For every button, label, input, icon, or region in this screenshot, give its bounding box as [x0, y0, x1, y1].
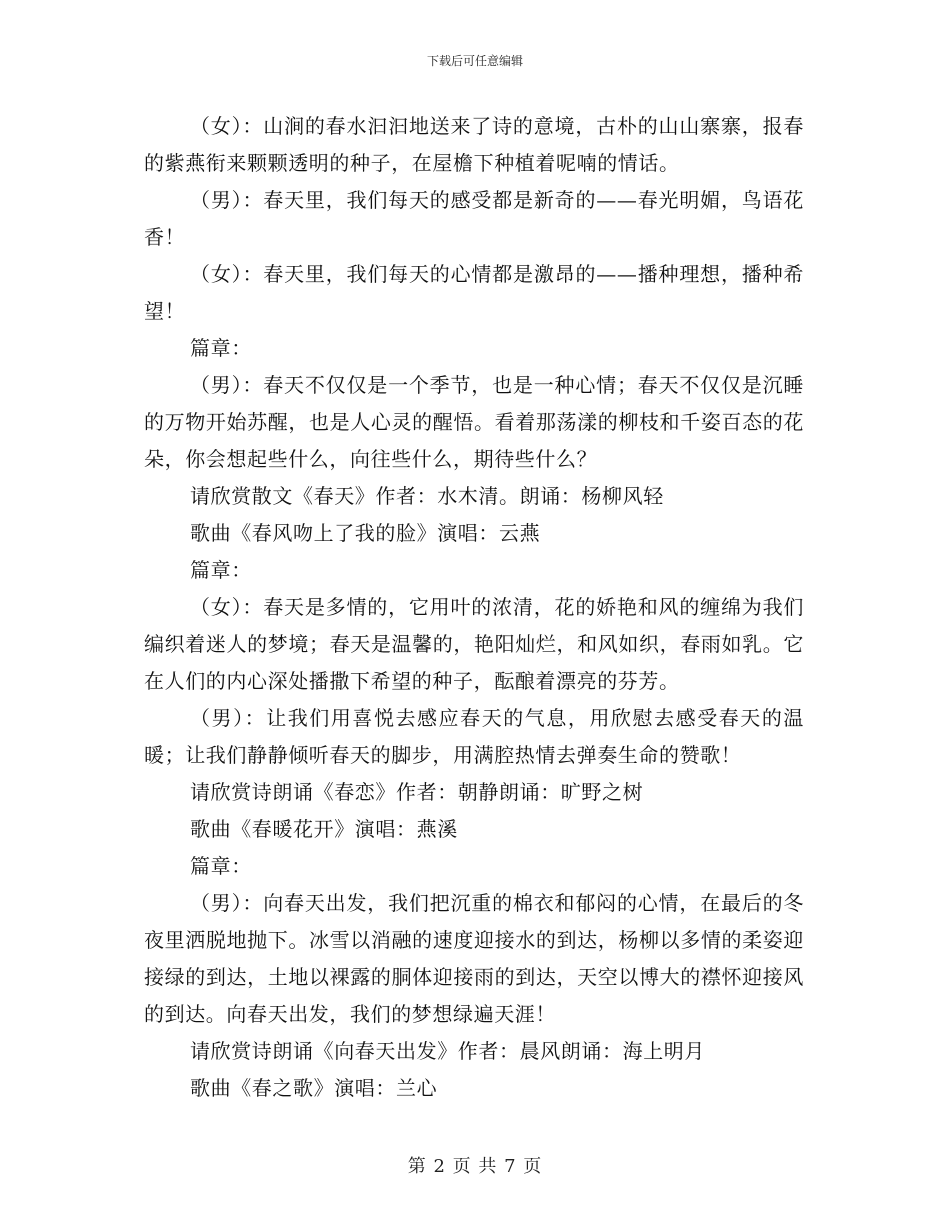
- paragraph-female-2: （女）：春天里，我们每天的心情都是激昂的——播种理想，播种希望！: [144, 262, 804, 323]
- paragraph-male-2: （男）：春天不仅仅是一个季节，也是一种心情；春天不仅仅是沉睡的万物开始苏醒，也是人心灵的醒悟。看着那荡漾的柳枝和千姿百态的花朵，你会想起些什么，向往些什么，期待些什么？: [144, 373, 804, 471]
- page-number: 第 2 页 共 7 页: [407, 1156, 543, 1177]
- section-label-3: 篇章：: [190, 854, 252, 878]
- page-header: 下载后可任意编辑: [426, 54, 523, 68]
- program-item-song-1: 歌曲《春风吻上了我的脸》演唱：云燕: [190, 521, 541, 545]
- program-item-poem-2: 请欣赏诗朗诵《向春天出发》作者：晨风朗诵：海上明月: [190, 1039, 705, 1063]
- program-item-poem-1: 请欣赏诗朗诵《春恋》作者：朝静朗诵：旷野之树: [190, 780, 644, 804]
- program-item-essay: 请欣赏散文《春天》作者：水木清。朗诵：杨柳风轻: [190, 484, 664, 508]
- paragraph-male-4: （男）：向春天出发，我们把沉重的棉衣和郁闷的心情，在最后的冬夜里洒脱地抛下。冰雪以消融的速度迎接水的到达，杨柳以多情的柔姿迎接绿的到达，土地以裸露的胴体迎接雨的到达，天空以博大的襟怀迎接风的到达。向春天出发，我们的梦想绿遍天涯！: [144, 891, 804, 1026]
- section-label-1: 篇章：: [190, 336, 252, 360]
- program-item-song-2: 歌曲《春暖花开》演唱：燕溪: [190, 817, 458, 841]
- program-item-song-3: 歌曲《春之歌》演唱：兰心: [190, 1076, 438, 1100]
- document-body: [144, 108, 804, 1107]
- section-label-2: 篇章：: [190, 558, 252, 582]
- paragraph-female-1: （女）：山涧的春水汩汩地送来了诗的意境，古朴的山山寨寨，报春的紫燕衔来颗颗透明的种子，在屋檐下种植着呢喃的情话。: [144, 114, 804, 175]
- paragraph-male-3: （男）：让我们用喜悦去感应春天的气息，用欣慰去感受春天的温暖；让我们静静倾听春天的脚步，用满腔热情去弹奏生命的赞歌！: [144, 706, 804, 767]
- paragraph-female-3: （女）：春天是多情的，它用叶的浓清，花的娇艳和风的缠绵为我们编织着迷人的梦境；春天是温馨的，艳阳灿烂，和风如织，春雨如乳。它在人们的内心深处播撒下希望的种子，酝酿着漂亮的芬芳。: [144, 595, 804, 693]
- paragraph-male-1: （男）：春天里，我们每天的感受都是新奇的——春光明媚，鸟语花香！: [144, 188, 804, 249]
